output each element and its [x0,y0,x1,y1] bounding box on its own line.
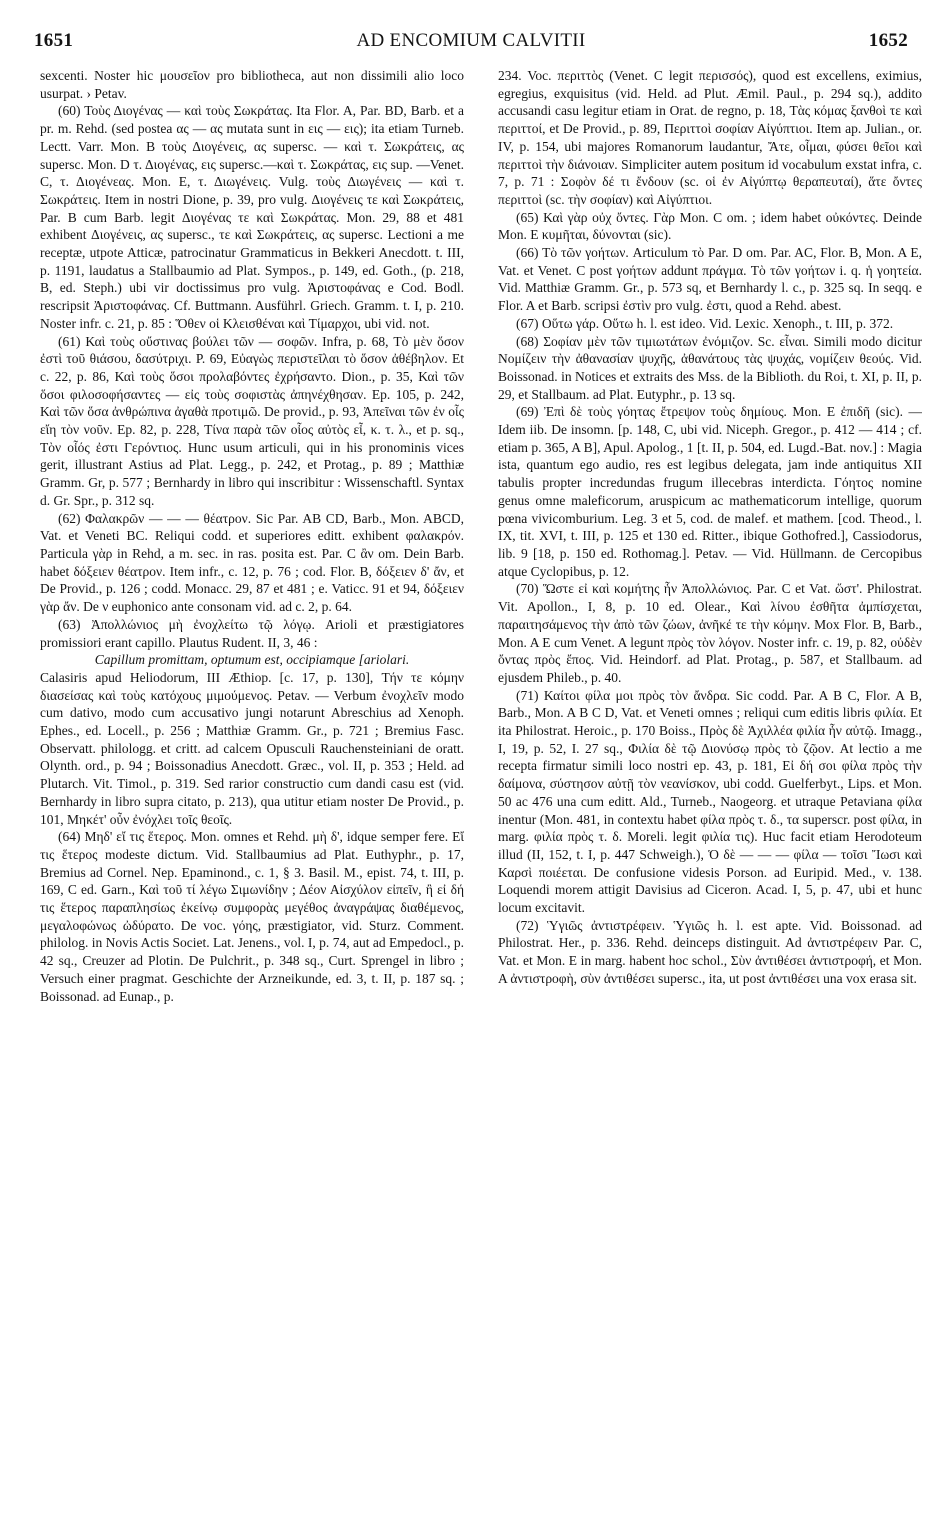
left-column-number: 1651 [34,30,74,51]
note-paragraph: (68) Σοφίαν μὲν τῶν τιμιωτάτων ἐνόμιζον. Sc. εἶναι. Simili modo dicitur Νομίζειν τὴν ἀθανασίαν ψυχῆς, ἀθανάτους τὰς ψυχάς, νομίζειν θεούς. Vid. Boissonad. in Notices et extraits des Mss. de la Biblioth. du Roi, t. XI, p. II, p. 29, et Stallbaum. ad Plat. Eutyphr., p. 13 sq. [498,333,922,402]
note-paragraph: (67) Οὕτω γάρ. Οὕτω h. l. est ideo. Vid. Lexic. Xenoph., t. III, p. 372. [516,315,894,331]
running-title: AD ENCOMIUM CALVITII [356,30,586,51]
note-paragraph: (69) Ἐπὶ δὲ τοὺς γόητας ἔτρεψον τοὺς δημίους. Mon. E ἐπιδῆ (sic). — Idem iib. De insomn. [p. 148, C, ubi vid. Niceph. Gregor., p. 412 — 414 ; cf. etiam p. 365, A B], Apul. Apolog., 1 [t. II, p. 504, ed. Lugd.-Bat. nov.] : Magia ista, quantum ego audio, res est legibus delegata, jam inde antiquitus XII tabulis propter incredundas frugum illecebras interdicta. Γόητος nomine genus omne maleficorum, aruspicum ac mathematicorum intellige, quorum pœna vivicomburium. Leg. 3 et 5, cod. de malef. et mathem. [cod. Theod., l. IX, tit. XVI, t. III, p. 125 et 130 ed. Ritter., ibique Gothofred.], Cassiodorus, lib. 9 [18, p. 150 ed. Rothomag.]. Petav. — Vid. Hüllmann. de Cercopibus atque Cyclopibus, p. 12. [498,404,922,579]
note-paragraph: (60) Τοὺς Διογένας — καὶ τοὺς Σωκράτας. Ita Flor. A, Par. BD, Barb. et a pr. m. Rehd. (sed postea ας — ας mutata sunt in εις — εις); ita etiam Turneb. Lectt. Varr. Mon. B τοὺς Διογένεις, ας supersc. — καὶ τ. Σωκράτεις, ας supersc. Mon. D τ. Διογένας, εις supersc.—καὶ τ. Σωκράτας, εις sup. —Venet. C, τ. Διογένεας. Mon. E, τ. Διωγένεις. Vulg. τοὺς Διωγένεις — καὶ τ. Σωκράτεις. Item in nostri Dione, p. 39, pro vulg. Διογένεις τε καὶ Σωκράτεις, Par. B cum Barb. legit Διογένας τε καὶ Σωκράτας. Mon. 29, 88 et 481 exhibent Διογένεις, ας supersc., τε καὶ Σωκράτεις, ας supersc. Lectioni a me receptæ, utpote Atticæ, patrocinatur Grammaticus in Bekkeri Anecdott. t. III, p. 1191, laudatus a Stallbaumio ad Plat. Sympos., p. 149, ed. Goth., (p. 218, B, ed. Steph.) ubi vir doctissimus pro vulg. Ἀριστοφάνας e Cod. Bodl. rescripsit Ἀριστοφάνας. Cf. Buttmann. Ausführl. Griech. Gramm. t. I, p. 210. Noster infr. c. 21, p. 85 : Ὅθεν οἱ Κλεισθέναι καὶ Τίμαρχοι, ubi vid. not. [40,103,464,331]
note-paragraph: Calasiris apud Heliodorum, III Æthiop. [c. 17, p. 130], Τήν τε κόμην διασείσας καὶ τοὺς κατόχους μιμούμενος. Petav. — Verbum ἐνοχλεῖν modo cum dativo, modo cum accusativo jungi notarunt Abreschius ad Xenoph. Ephes., ed. Locell., p. 256 ; Matthiæ Gramm. Gr., p. 721 ; Bremius Fasc. Observatt. philologg. et critt. ad calcem Opusculi Rauchensteiniani de oratt. Olynth. ord., p. 94 ; Boissonadius Anecdott. Græc., vol. II, p. 353 ; Held. ad Plutarch. Vit. Timol., p. 319. Sed rarior constructio cum dandi casu est (vid. Bernhardy in libro supra citato, p. 213), qua utitur etiam noster De Provid., p. 101, Μηκέτ' οὖν ἐνόχλει τοῖς θεοῖς. [40,669,464,827]
right-column-number: 1652 [868,30,908,51]
note-paragraph: (72) Ὑγιῶς ἀντιστρέφειν. Ὑγιῶς h. l. est apte. Vid. Boissonad. ad Philostrat. Her., p. 336. Rehd. deinceps distinguit. Ad ἀντιστρέφειν Par. C, Vat. et Mon. E in marg. habent hoc schol., Σὺν ἀντιθέσει ἀντιστροφή, et Mon. A ἀντιστροφὴ, σὺν ἀντιθέσει supersc., ita, ut post ἀντιθέσει una vox erasa sit. [498,917,922,986]
note-paragraph: (70) Ὥστε εἰ καὶ κομήτης ἦν Ἀπολλώνιος. Par. C et Vat. ὥστ'. Philostrat. Vit. Apollon., I, 8, p. 10 ed. Olear., Καὶ λίνου ἐσθῆτα ἀμπίσχεται, παραιτησάμενος τὴν ἀπὸ τῶν ζώων, ἀνῆκέ τε τὴν κόμην. Mox Flor. B, Barb., Mon. A E cum Venet. A legunt πρὸς τὸν λόγον. Noster infr. c. 19, p. 82, οὐδὲν ὄντας πρὸς ἔπος. Vid. Heindorf. ad Plat. Protag., p. 587, et Stallbaum. ad ejusdem Phileb., p. 40. [498,581,922,685]
note-paragraph: (64) Μηδ' εἴ τις ἕτερος. Mon. omnes et Rehd. μὴ δ', idque semper fere. Εἴ τις ἕτερος modeste dictum. Vid. Stallbaumius ad Plat. Euthyphr., p. 17, Bremius ad Cornel. Nep. Epaminond., c. 1, § 3. Basil. M., epist. 74, t. III, p. 169, C ed. Garn., Καὶ τοῦ τί λέγω Σιμωνίδην ; Δέον Αἰσχύλον εἰπεῖν, ἢ εἰ δή τις ἕτερος παραπλησίως ἐκείνῳ συμφορὰς μεγέθος ἀναγράψας διαθέμενος, μεγαλοφώνως ὠδύρατο. De voc. γόης, præstigiator, vid. Sturz. Comment. philolog. in Novis Actis Societ. Lat. Jenens., vol. I, p. 74, aut ad Empedocl., p. 42 sq., Creuzer ad Plotin. De Pulchrit., p. 348 sq., Curt. Sprengel in libro ; Versuch einer pragmat. Geschichte der Arzneikunde, ed. 3, t. II, p. 187 sq. ; Boissonad. ad Eunap., p. [40,829,464,1004]
note-paragraph: 234. Voc. περιττὸς (Venet. C legit περισσός), quod est excellens, eximius, egregius, exquisitus (vid. Held. ad Plut. Æmil. Paul., p. 294 sq.), addito accusandi casu legitur etiam in Orat. de regno, p. 18, Τὰς κόμας ξανθοὶ τε καὶ περιττοί, et De Provid., p. 89, Περιττοὶ σοφίαν Αἰγύπτιοι. Item ap. Julian., or. IV, p. 154, ubi majores Romanorum laudantur, Ἄτε, οἶμαι, φύσει θεῖοι καὶ περιττοὶ τὴν διάνοιαν. Simpliciter autem positum id vocabulum exstat infra, c. 7, p. 71 : Σοφὸν δέ τι ἔνδουν (sc. οἱ ἐν Αἰγύπτῳ θεραπευταί), ἅτε ὄντες περιττοὶ (sc. τὴν σοφίαν) καὶ Αἰγύπτιοι. [498,68,922,207]
note-paragraph: (62) Φαλακρῶν — — — θέατρον. Sic Par. AB CD, Barb., Mon. ABCD, Vat. et Veneti BC. Reliqui codd. et superiores editt. exhibent φαλακρόν. Particula γὰρ in Rehd, a m. sec. in ras. posita est. Par. C ἂν om. Dein Barb. habet δόξειεν θέατρον. Item infr., c. 12, p. 76 ; cod. Flor. B, δόξειεν δ' ἄν, et De Provid., p. 126 ; codd. Monacc. 29, 87 et 481 ; e. Vaticc. 91 et 94, δόξειεν γὰρ ἄν. De ν euphonico ante consonam vid. ad c. 2, p. 64. [40,510,464,615]
note-paragraph: (71) Καίτοι φίλα μοι πρὸς τὸν ἄνδρα. Sic codd. Par. A B C, Flor. A B, Barb., Mon. A B C D, Vat. et Veneti omnes ; reliqui cum editis libris φιλία. Et ita Philostrat. Heroic., p. 170 Boiss., Πρὸς δὲ Ἀχιλλέα φιλία ἦν αὐτῷ. Imagg., I, 19, p. 52, I. 27 sq., Φιλία δὲ τῷ Διονύσῳ πρὸς τὸ ζῷον. At lectio a me recepta firmatur simili loco nostri ep. 43, p. 181, Εἰ δή σοι φίλα πρὸς τὴν δαίμονα, σύστησον αὐτῇ τὸν νεανίσκον, ubi codd. Guelferbyt., Lips. et Mon. 50 ac 476 una cum editt. Ald., Turneb., Naogeorg. et utraque Petaviana φίλα inentur (Mon. 481, in contextu habet φίλα πρὸς τ. δ., τα superscr. post φίλα, in marg. φιλία πρὸς τ. δ. Moreli. legit φιλία τις). Huc facit etiam Herodoteum illud (II, 152, t. I, p. 447 Schweigh.), Ὁ δὲ — — — φίλα — τοῖσι Ἴωσι καὶ Καρσὶ ποιέεται. De confusione videsis Porson. ad Euripid. Med., v. 138. Loquendi morem attigit Davisius ad Ciceron. Acad. I, 5, p. 47, ubi et hunc locum excitavit. [498,687,922,916]
note-paragraph: (65) Καὶ γὰρ οὐχ ὄντες. Γὰρ Mon. C om. ; idem habet οὐκόντες. Deinde Mon. E κυμῆται, δύνονται (sic). [498,209,922,243]
note-paragraph: (63) Ἀπολλώνιος μὴ ἐνοχλείτω τῷ λόγῳ. Arioli et præstigiatores promissiori erant capillo. Plautus Rudent. II, 3, 46 : [40,616,464,650]
left-column [40,67,464,1526]
right-column [498,67,922,1526]
note-paragraph: (61) Καὶ τοὺς οὔστινας βούλει τῶν — σοφῶν. Infra, p. 68, Τὸ μὲν ὅσον ἐστὶ τοῦ θιάσου, δασύτριχι. P. 69, Εὐαγὼς περιστεῖλαι τὸ ὅσον ἀθέβηλον. Et c. 22, p. 86, Καὶ τοὺς ὅσοι προλαβόντες ἐχρήσαντο. Dion., p. 35, Καὶ τῶν ὅσοι φιλοσοφήσαντες — εἰς τοὺς σοφιστὰς ἀπηνέχθησαν. Ep. 105, p. 242, Καὶ τῶν ὅσα ἀνθρώπινα ἀγαθὰ προτιμῶ. De provid., p. 93, Ἀπεῖναι τῶν ἐν οἷς εἴη τὸν νοῦν. Ep. 82, p. 228, Τίνα παρὰ τῶν οἷος αὐτὸς εἶ, κ. τ. λ., et p. sq., Τὸν οἷός ἐστι Γερόντιος. Hunc usum articuli, qui in his pronominis vices gerit, illustrant Astius ad Plat. Legg., p. 242, et Protag., p. 89 ; Matthiæ Gramm. Gr, p. 577 ; Bernhardy in libro qui inscribitur : Wissenschaftl. Syntax d. Gr. Spr., p. 312 sq. [40,333,464,508]
running-header [34,30,908,60]
note-paragraph: sexcenti. Noster hic μουσεῖον pro bibliotheca, aut non dissimili alio loco usurpat. › Petav. [40,68,464,101]
verse-quotation: Capillum promittam, optumum est, occipiamque [ariolari. [94,652,410,668]
note-paragraph: (66) Τὸ τῶν γοήτων. Articulum τὸ Par. D om. Par. AC, Flor. B, Mon. A E, Vat. et Venet. C post γοήτων addunt πράγμα. Τὸ τῶν γοήτων i. q. ἡ γοητεία. Vid. Matthiæ Gramm. Gr., p. 573 sq, et Bernhardy l. c., p. 325 sq. In seqq. e Flor. A et Barb. scripsi ἐστὶν pro vulg. ἐστι, quod a Rehd. abest. [498,245,922,314]
